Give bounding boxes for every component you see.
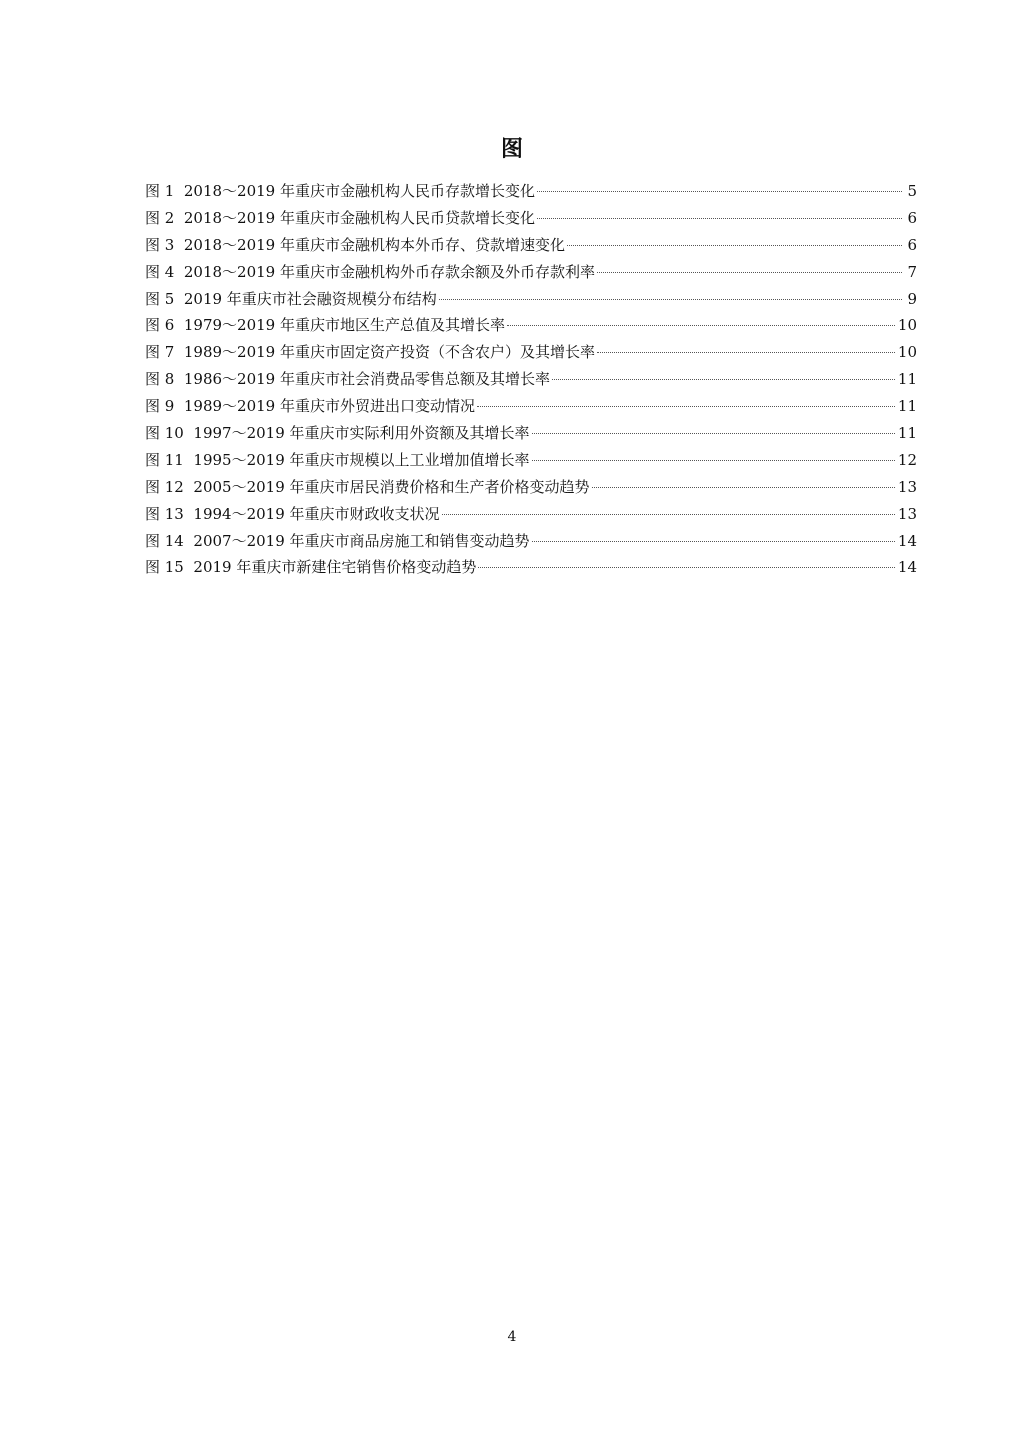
dot-leader [532, 433, 895, 434]
page-ref: 13 [897, 477, 917, 496]
page-ref: 5 [907, 182, 917, 200]
dot-leader [532, 460, 895, 461]
toc-entry[interactable] [145, 259, 917, 286]
dot-leader [477, 406, 895, 407]
toc-entry[interactable] [145, 447, 917, 474]
dot-leader [507, 325, 895, 326]
page-ref: 14 [897, 558, 917, 577]
page-ref: 14 [897, 531, 917, 550]
figure-caption: 1989～2019 年重庆市固定资产投资（不含农户）及其增长率 [183, 343, 595, 362]
figure-list [145, 178, 917, 581]
figure-caption: 2005～2019 年重庆市居民消费价格和生产者价格变动趋势 [193, 477, 590, 496]
toc-entry[interactable] [145, 554, 917, 581]
dot-leader [442, 514, 895, 515]
toc-entry[interactable] [145, 339, 917, 366]
toc-entry[interactable] [145, 501, 917, 528]
page-number: 4 [507, 1329, 517, 1345]
toc-entry[interactable] [145, 178, 917, 205]
figure-number: 图 14 [145, 531, 184, 550]
page-ref: 12 [897, 450, 917, 469]
page-ref: 10 [897, 316, 917, 335]
figure-caption: 2018～2019 年重庆市金融机构本外币存、贷款增速变化 [183, 235, 565, 254]
page-ref: 11 [897, 424, 917, 443]
figure-number: 图 1 [145, 182, 175, 200]
figure-caption: 1994～2019 年重庆市财政收支状况 [193, 504, 440, 523]
figure-caption: 2007～2019 年重庆市商品房施工和销售变动趋势 [193, 531, 530, 550]
figure-caption: 1986～2019 年重庆市社会消费品零售总额及其增长率 [183, 370, 550, 389]
toc-entry[interactable] [145, 420, 917, 447]
toc-entry[interactable] [145, 205, 917, 232]
page-ref: 6 [907, 208, 917, 227]
figure-number: 图 4 [145, 262, 175, 281]
page-ref: 7 [907, 262, 917, 281]
toc-entry[interactable] [145, 528, 917, 555]
figure-caption: 1979～2019 年重庆市地区生产总值及其增长率 [183, 316, 505, 335]
page-ref: 10 [897, 343, 917, 362]
figure-caption: 1989～2019 年重庆市外贸进出口变动情况 [183, 397, 475, 416]
figure-number: 图 10 [145, 424, 184, 443]
figure-caption: 2019 年重庆市新建住宅销售价格变动趋势 [193, 558, 477, 577]
figure-number: 图 11 [145, 450, 184, 469]
figure-caption: 2018～2019 年重庆市金融机构外币存款余额及外币存款利率 [183, 262, 595, 281]
dot-leader [592, 487, 895, 488]
page-ref: 9 [907, 289, 917, 308]
figure-number: 图 9 [145, 397, 175, 416]
figure-number: 图 12 [145, 477, 184, 496]
page-title: 图 [500, 136, 523, 162]
figure-caption: 2018～2019 年重庆市金融机构人民币存款增长变化 [183, 182, 535, 200]
dot-leader [537, 218, 902, 219]
toc-entry[interactable] [145, 474, 917, 501]
dot-leader [478, 567, 895, 568]
figure-caption: 1997～2019 年重庆市实际利用外资额及其增长率 [193, 424, 530, 443]
dot-leader [597, 272, 902, 273]
dot-leader [597, 352, 895, 353]
figure-caption: 2019 年重庆市社会融资规模分布结构 [183, 289, 437, 308]
dot-leader [552, 379, 895, 380]
page-ref: 11 [897, 397, 917, 416]
figure-number: 图 2 [145, 208, 175, 227]
toc-entry[interactable] [145, 393, 917, 420]
figure-number: 图 15 [145, 558, 184, 577]
figure-number: 图 7 [145, 343, 175, 362]
dot-leader [439, 299, 902, 300]
toc-entry[interactable] [145, 232, 917, 259]
figure-number: 图 8 [145, 370, 175, 389]
dot-leader [567, 245, 902, 246]
figure-caption: 2018～2019 年重庆市金融机构人民币贷款增长变化 [183, 208, 535, 227]
figure-number: 图 13 [145, 504, 184, 523]
dot-leader [537, 191, 902, 192]
figure-number: 图 5 [145, 289, 175, 308]
toc-entry[interactable] [145, 286, 917, 313]
toc-entry[interactable] [145, 366, 917, 393]
dot-leader [532, 541, 895, 542]
figure-number: 图 6 [145, 316, 175, 335]
toc-entry[interactable] [145, 312, 917, 339]
page-ref: 11 [897, 370, 917, 389]
page-ref: 6 [907, 235, 917, 254]
figure-number: 图 3 [145, 235, 175, 254]
page-ref: 13 [897, 504, 917, 523]
figure-caption: 1995～2019 年重庆市规模以上工业增加值增长率 [193, 450, 530, 469]
